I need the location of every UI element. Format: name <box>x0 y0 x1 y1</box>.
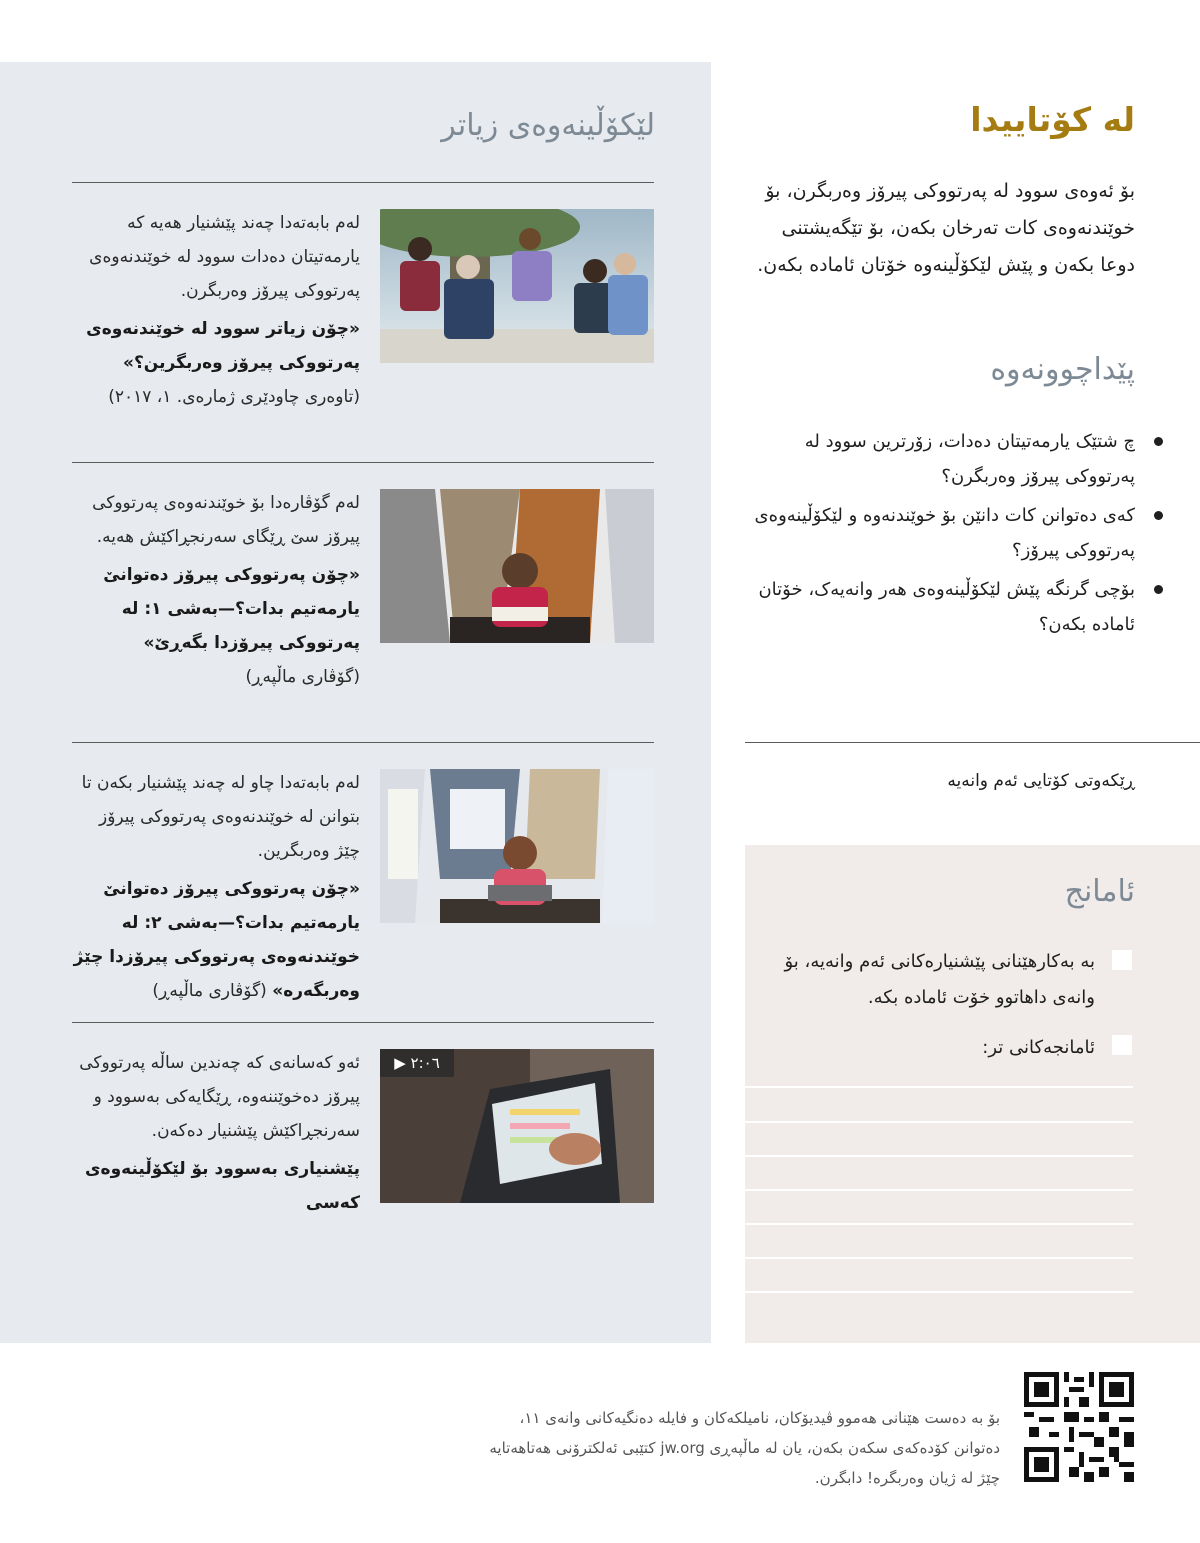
entry-3-text <box>72 766 360 1008</box>
divider <box>72 182 654 183</box>
review-questions <box>745 424 1165 646</box>
goal-item-2: ئامانجەکانی تر: <box>982 1037 1095 1058</box>
entry-4-text <box>72 1046 360 1220</box>
video-duration-badge <box>380 1049 454 1077</box>
entry-1-intro: لەم بابەتەدا چەند پێشنیار هەیە کە یارمەتیتان دەدات سوود لە خوێندنەوەی پەرتووکی پیرۆز وەربگرن. <box>89 213 360 301</box>
entry-2-link[interactable]: «چۆن پەرتووکی پیرۆز دەتوانێ یارمەتیم بدات؟—بەشی ١: لە پەرتووکی پیرۆزدا بگەڕێ» <box>103 565 360 653</box>
entry-1-link[interactable]: «چۆن زیاتر سوود لە خوێندنەوەی پەرتووکی پیرۆز وەربگرین؟» <box>86 319 360 373</box>
video-duration: ٢:٠٦ <box>410 1054 440 1072</box>
write-line[interactable] <box>745 1189 1133 1191</box>
review-title: پێداچوونەوە <box>990 352 1135 387</box>
goal-checkbox-2[interactable] <box>1112 1035 1132 1055</box>
entry-4-video-thumbnail[interactable] <box>380 1049 654 1203</box>
entry-1-source: (تاوەری چاودێری ژمارەی. ١، ٢٠١٧) <box>108 387 360 407</box>
review-question: چ شتێک یارمەتیتان دەدات، زۆرترین سوود لە پەرتووکی پیرۆز وەربگرن؟ <box>745 424 1135 494</box>
entry-2-image[interactable] <box>380 489 654 643</box>
lesson-end-date-label: ڕێکەوتی کۆتایی ئەم وانەیە <box>947 771 1135 791</box>
bullet-icon <box>1154 585 1163 594</box>
write-line[interactable] <box>745 1257 1133 1259</box>
entry-3-source: (گۆڤاری ماڵپەڕ) <box>152 981 267 1001</box>
summary-body: بۆ ئەوەی سوود لە پەرتووکی پیرۆز وەربگرن، بۆ خوێندنەوەی کات تەرخان بکەن، بۆ تێگەیشتنی دوعا بکەن و پێش لێکۆڵینەوە خۆتان ئامادە بکەن. <box>757 180 1135 276</box>
play-icon: ▶ <box>394 1054 406 1072</box>
divider <box>72 1022 654 1023</box>
write-line[interactable] <box>745 1291 1133 1293</box>
entry-1-text <box>72 206 360 414</box>
entry-3-intro: لەم بابەتەدا چاو لە چەند پێشنیار بکەن تا بتوانن لە خوێندنەوەی پەرتووکی پیرۆز چێژ وەربگرین. <box>81 773 360 861</box>
review-question: کەی دەتوانن کات دانێن بۆ خوێندنەوە و لێکۆڵینەوەی پەرتووکی پیرۆز؟ <box>745 498 1135 568</box>
write-line[interactable] <box>745 1223 1133 1225</box>
entry-4-link[interactable]: پێشنیاری بەسوود بۆ لێکۆڵینەوەی کەسی <box>84 1159 360 1213</box>
divider <box>745 742 1200 743</box>
goal-title: ئامانج <box>1064 874 1135 909</box>
bullet-icon <box>1154 437 1163 446</box>
review-question: بۆچی گرنگە پێش لێکۆڵینەوەی هەر وانەیەک، خۆتان ئامادە بکەن؟ <box>745 572 1135 642</box>
write-line[interactable] <box>745 1086 1133 1088</box>
goal-box <box>745 845 1200 1343</box>
entry-2-text <box>72 486 360 694</box>
entry-2-intro: لەم گۆڤارەدا بۆ خوێندنەوەی پەرتووکی پیرۆز سێ ڕێگای سەرنجڕاکێش هەیە. <box>92 493 360 547</box>
entry-2-source: (گۆڤاری ماڵپەڕ) <box>245 667 360 687</box>
goal-checkbox-1[interactable] <box>1112 950 1132 970</box>
entry-3-link[interactable]: «چۆن پەرتووکی پیرۆز دەتوانێ یارمەتیم بدات؟—بەشی ٢: لە خوێندنەوەی پەرتووکی پیرۆزدا چێژ وەربگەرە» <box>73 879 360 1001</box>
more-study-title: لێکۆڵینەوەی زیاتر <box>441 108 655 143</box>
bullet-icon <box>1154 511 1163 520</box>
summary-title: لە کۆتاییدا <box>970 100 1135 139</box>
write-line[interactable] <box>745 1121 1133 1123</box>
entry-3-image[interactable] <box>380 769 654 923</box>
divider <box>72 742 654 743</box>
entry-4-intro: ئەو کەسانەی کە چەندین ساڵە پەرتووکی پیرۆز دەخوێننەوە، ڕێگایەکی بەسوود و سەرنجڕاکێش پێشنیار دەکەن. <box>79 1053 360 1141</box>
write-line[interactable] <box>745 1155 1133 1157</box>
goal-item-1: بە بەکارهێنانی پێشنیارەکانی ئەم وانەیە، بۆ وانەی داهاتوو خۆت ئامادە بکە. <box>784 951 1095 1008</box>
footer-text: بۆ بە دەست هێنانی هەموو ڤیدیۆکان، نامیلکەکان و فایلە دەنگیەکانی وانەی ١١، دەتوانن کۆدەکەی سکەن بکەن، یان لە ماڵپەڕی jw.org کتێبی ئەلکترۆنی هەتاهەتایە چێژ لە ژیان وەربگرە! دابگرن. <box>489 1409 1000 1487</box>
divider <box>72 462 654 463</box>
qr-code[interactable] <box>1024 1372 1134 1482</box>
entry-1-image[interactable] <box>380 209 654 363</box>
